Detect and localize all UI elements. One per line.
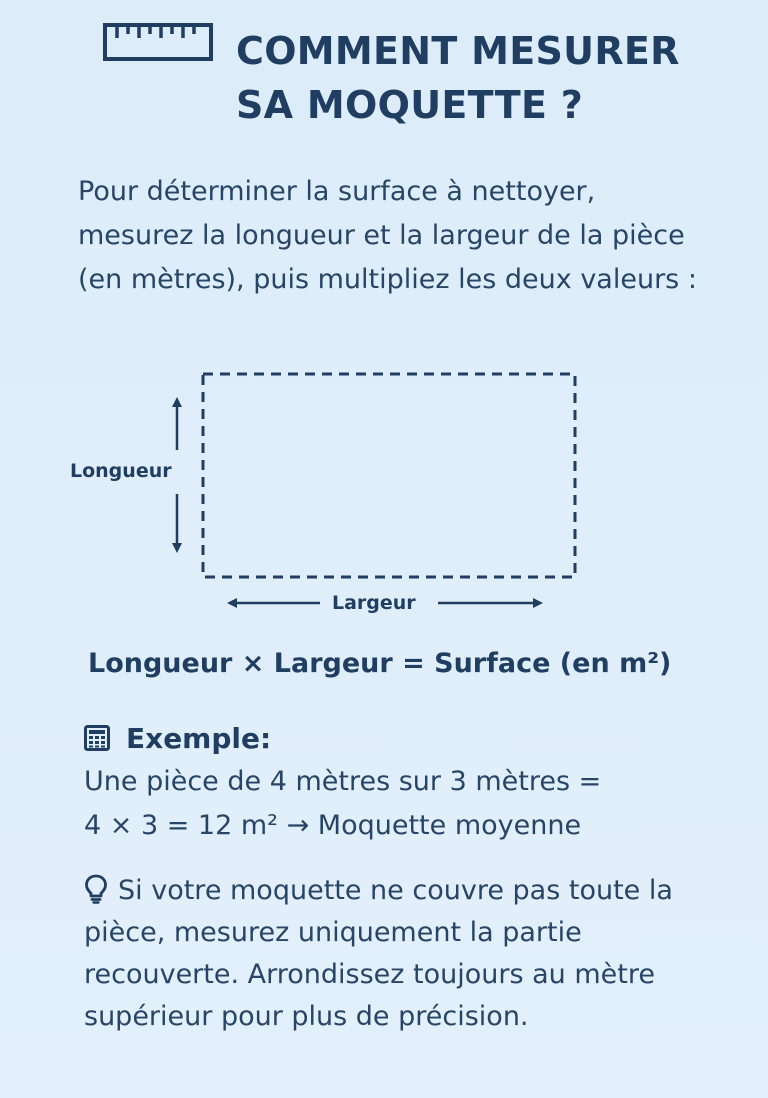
example-heading	[84, 718, 271, 758]
measurement-diagram	[60, 360, 620, 630]
ruler-icon	[103, 22, 215, 64]
page-title	[236, 24, 680, 132]
surface-formula: Longueur × Largeur = Surface (en m²)	[88, 648, 672, 679]
example-line-2: 4 × 3 = 12 m² → Moquette moyenne	[84, 810, 582, 841]
example-line-1: Une pièce de 4 mètres sur 3 mètres =	[84, 766, 602, 797]
intro-paragraph: Pour déterminer la surface à nettoyer, mesurez la longueur et la largeur de la pièce (en mètres), puis multipliez les deux valeurs :	[78, 176, 697, 295]
room-outline	[203, 374, 575, 577]
longueur-label: Longueur	[70, 460, 172, 482]
tip-text: Si votre moquette ne couvre pas toute la pièce, mesurez uniquement la partie recouverte. Arrondissez toujours au mètre supérieur pour plus de précision.	[84, 875, 673, 1032]
example-title: Exemple:	[126, 721, 272, 755]
example-body	[84, 760, 724, 848]
largeur-label: Largeur	[332, 592, 416, 614]
title-line-2: SA MOQUETTE ?	[236, 83, 584, 127]
calculator-icon	[84, 725, 110, 751]
header	[0, 22, 768, 132]
tip-paragraph	[84, 870, 724, 1038]
lightbulb-icon	[84, 874, 108, 904]
title-line-1: COMMENT MESURER	[236, 29, 680, 73]
diagram-graphic	[60, 360, 620, 630]
